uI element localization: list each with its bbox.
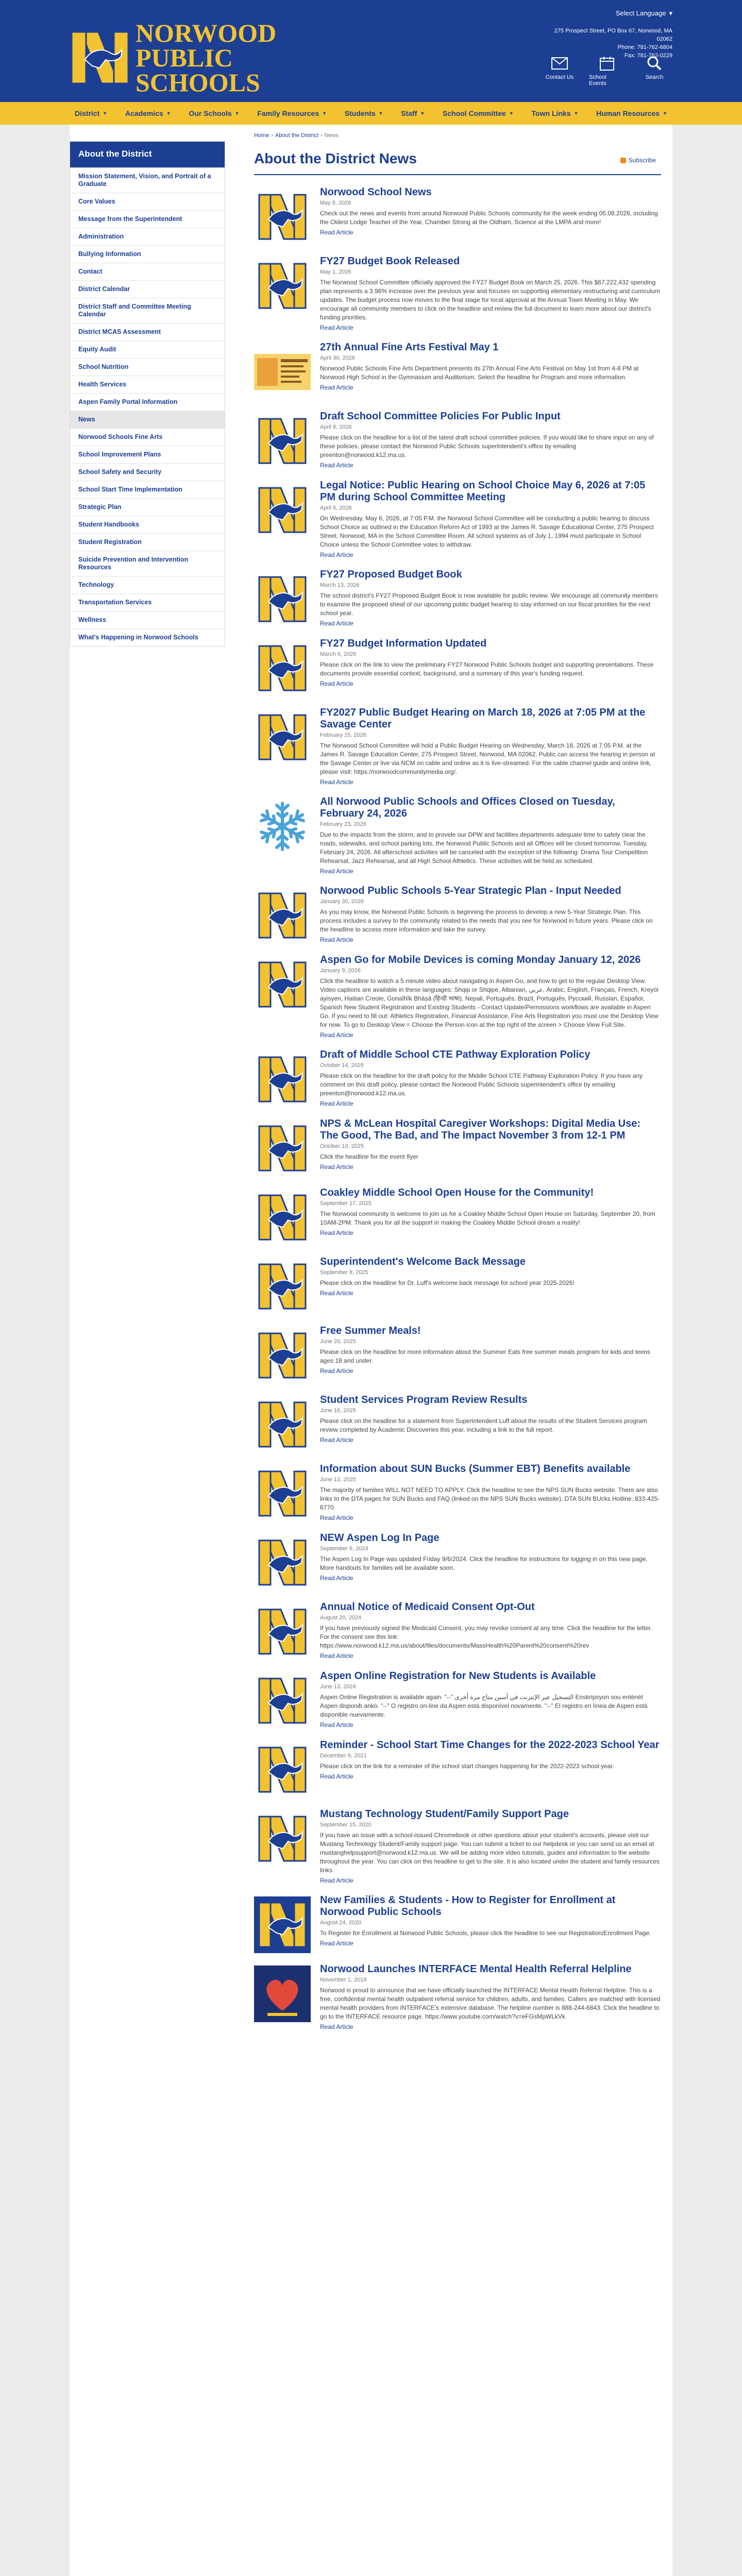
sidebar-item-technology[interactable]: Technology (70, 576, 225, 594)
sidebar-item-aspen-family-portal-information[interactable]: Aspen Family Portal Information (70, 393, 225, 411)
nav-item-district[interactable] (75, 109, 107, 117)
sidebar-item-news[interactable]: News (70, 411, 225, 428)
news-item (254, 1963, 661, 2030)
school-name-line1: NORWOOD (136, 19, 277, 47)
read-article-link[interactable]: Read Article (320, 1721, 353, 1728)
sidebar-item-equity-audit[interactable]: Equity Audit (70, 341, 225, 358)
news-thumbnail-logo-icon[interactable] (254, 640, 311, 697)
news-body (320, 1187, 661, 1246)
news-body (320, 1049, 661, 1108)
news-item (254, 707, 661, 786)
read-article-link[interactable]: Read Article (320, 778, 353, 786)
news-title-link[interactable]: Aspen Go for Mobile Devices is coming Monday January 12, 2026 (320, 954, 641, 965)
read-article-link[interactable]: Read Article (320, 1514, 353, 1521)
news-body (320, 1808, 661, 1884)
sidebar-item-core-values[interactable]: Core Values (70, 193, 225, 210)
sidebar-item-school-improvement-plans[interactable]: School Improvement Plans (70, 446, 225, 463)
news-title-link[interactable]: Student Services Program Review Results (320, 1394, 528, 1405)
read-article-link[interactable]: Read Article (320, 868, 353, 875)
chevron-down-icon: ▾ (669, 9, 672, 17)
sidebar-item-contact[interactable]: Contact (70, 263, 225, 280)
nav-item-label: Our Schools (189, 109, 232, 117)
sidebar-item-student-registration[interactable]: Student Registration (70, 533, 225, 551)
news-body (320, 411, 661, 469)
news-title-link[interactable]: FY27 Proposed Budget Book (320, 569, 462, 580)
nav-item-label: Staff (401, 109, 417, 117)
chevron-down-icon: ▼ (103, 111, 108, 116)
news-body (320, 1894, 661, 1953)
nav-item-our-schools[interactable] (189, 109, 239, 117)
sidebar-item-administration[interactable]: Administration (70, 228, 225, 245)
sidebar-item-district-staff-and-committee-meeting-calendar[interactable]: District Staff and Committee Meeting Calendar (70, 298, 225, 323)
news-thumbnail-logo-icon[interactable] (254, 1051, 311, 1108)
news-item (254, 1394, 661, 1453)
mustang-logo-icon (70, 30, 130, 86)
sidebar-item-school-safety-and-security[interactable]: School Safety and Security (70, 463, 225, 481)
read-article-link[interactable]: Read Article (320, 1031, 353, 1039)
news-body (320, 885, 661, 944)
news-thumbnail-logo-icon[interactable] (254, 1189, 311, 1246)
mail-icon (551, 55, 568, 72)
news-title-link[interactable]: FY2027 Public Budget Hearing on March 18, 2026 at 7:05 PM at the Savage Center (320, 707, 646, 730)
news-item (254, 1049, 661, 1108)
school-name-line3: SCHOOLS (136, 68, 260, 97)
sidebar-title: About the District (70, 142, 225, 167)
news-summary: Due to the impacts from the storm, and to provide our DPW and facilities departments adequate time to safely clear the roads, sidewalks, and school parking lots, the Norwood Public Schools and all Offices will be closed tomorrow, Tuesday, February 24, 2026. All afterschool activities will be canceled with the exception of the following: Drama Tour Competition Rehearsal, Jazz Rehearsal, and all High School Athletics. These activities will be held as scheduled. (320, 831, 648, 865)
news-item (254, 1325, 661, 1384)
school-name-line2: PUBLIC (136, 43, 233, 72)
news-date: September 6, 2024 (320, 1546, 368, 1552)
chevron-down-icon: ▼ (663, 111, 667, 116)
read-article-link[interactable]: Read Article (320, 1100, 353, 1107)
nav-item-school-committee[interactable] (443, 109, 514, 117)
breadcrumb-separator: › (320, 132, 323, 139)
breadcrumb-home[interactable]: Home (254, 132, 269, 139)
news-item (254, 1187, 661, 1246)
news-date: January 30, 2026 (320, 899, 364, 905)
page-content (70, 125, 672, 2576)
news-summary: Please click on the headline for a list of the latest draft school committee policies. If you would like to share input on any of these policies, please contact the Norwood Public Schools superintendent's office by emailing preenton@norwood.k12.ma.us. (320, 434, 654, 459)
news-body (320, 638, 661, 697)
news-date: August 24, 2020 (320, 1920, 362, 1926)
read-article-link[interactable]: Read Article (320, 1877, 353, 1884)
breadcrumb-current: News (324, 132, 339, 139)
news-body (320, 1963, 661, 2030)
news-body (320, 1256, 661, 1315)
news-date: November 1, 2019 (320, 1977, 367, 1983)
contact-us-link[interactable] (542, 55, 578, 87)
news-thumbnail-logo-icon[interactable] (254, 709, 311, 766)
news-thumbnail-logo-icon[interactable] (254, 1603, 311, 1660)
search-label: Search (645, 74, 664, 80)
site-logo[interactable] (70, 21, 276, 95)
news-body (320, 796, 661, 875)
news-summary: If you have previously signed the Medicaid Consent, you may revoke consent at any time. Click the headline for the letter. For the consent see this link: https://www.norwood.k12.ma.us/about/files/documents/MassHealth%20Parent%20consent%20rev (320, 1624, 652, 1649)
news-title-link[interactable]: 27th Annual Fine Arts Festival May 1 (320, 342, 499, 353)
sidebar-item-norwood-schools-fine-arts[interactable]: Norwood Schools Fine Arts (70, 428, 225, 446)
read-article-link[interactable]: Read Article (320, 1367, 353, 1375)
nav-item-label: School Committee (443, 109, 506, 117)
main-content (254, 150, 661, 2041)
read-article-link[interactable]: Read Article (320, 936, 353, 943)
nav-item-academics[interactable] (125, 109, 171, 117)
news-item (254, 638, 661, 697)
breadcrumb-separator: › (271, 132, 274, 139)
chevron-down-icon: ▼ (420, 111, 425, 116)
sidebar-item-message-from-the-superintendent[interactable]: Message from the Superintendent (70, 210, 225, 228)
read-article-link[interactable]: Read Article (320, 1229, 353, 1236)
news-body (320, 1463, 661, 1522)
read-article-link[interactable]: Read Article (320, 1773, 353, 1780)
news-thumbnail-heart-icon[interactable] (254, 1965, 311, 2022)
news-thumbnail-logo-icon[interactable] (254, 1741, 311, 1798)
select-language-label: Select Language (615, 9, 666, 17)
site-header (0, 0, 742, 102)
news-title-link[interactable]: Information about SUN Bucks (Summer EBT) Benefits available (320, 1463, 631, 1475)
news-summary: The majority of families WILL NOT NEED TO APPLY. Click the headline to see the NPS SUN Bucks website. There are also links to the DTA pages for SUN Bucks and FAQ (linked on the NPS SUN Bucks website). DTA SUN BUcks Hotline: 833-425-6770 (320, 1486, 660, 1511)
select-language-dropdown[interactable] (616, 9, 672, 18)
news-summary: Please click on the headline for more information about the Summer Eats free summer meals program for kids and teens ages 18 and under. (320, 1348, 650, 1364)
news-title-link[interactable]: Superintendent's Welcome Back Message (320, 1256, 526, 1267)
read-article-link[interactable]: Read Article (320, 1163, 353, 1171)
nav-item-label: Human Resources (596, 109, 660, 117)
news-summary: Norwood is proud to announce that we have officially launched the INTERFACE Mental Health Referral Helpline. This is a free, confidential mental health outpatient referral service for children, adults, and families. Callers are matched with licensed mental health providers from INTERFACE's extensive database. The helpline number is 888-244-6843. Click the headline to go to the INTERFACE resource page. https://www.youtube.com/watch?v=eFGsMpWLkVk (320, 1987, 661, 2020)
news-summary: Please click on the headline for the draft policy for the Middle School CTE Pathway Exploration Policy. If you have any comment on this draft policy, please contact the Norwood Public Schools superintendent's office by emailing preenton@norwood.k12.ma.us. (320, 1072, 643, 1097)
nav-item-students[interactable] (345, 109, 383, 117)
news-summary: As you may know, the Norwood Public Schools is beginning the process to develop a new 5-Year Strategic Plan. This process includes a survey to the community related to the needs that you see for Norwood in future years. Please click on the headline to access more information and take the survey. (320, 908, 653, 933)
news-item (254, 1739, 661, 1798)
news-title-link[interactable]: All Norwood Public Schools and Offices Closed on Tuesday, February 24, 2026 (320, 796, 615, 819)
news-summary: Please click on the link to view the preliminary FY27 Norwood Public Schools budget and supporting presentations. These documents provide essential context, background, and a summary of this year's funding request. (320, 661, 654, 677)
news-item (254, 954, 661, 1039)
news-thumbnail-flyer-icon[interactable] (254, 344, 311, 400)
news-item (254, 480, 661, 558)
news-item (254, 342, 661, 400)
news-title-link[interactable]: NPS & McLean Hospital Caregiver Workshops: Digital Media Use: The Good, The Bad, and The Impact November 3 from 12-1 PM (320, 1118, 640, 1141)
news-date: August 20, 2024 (320, 1615, 362, 1621)
news-title-link[interactable]: Mustang Technology Student/Family Support Page (320, 1808, 569, 1820)
nav-item-staff[interactable] (401, 109, 425, 117)
news-thumbnail-logo-icon[interactable] (254, 189, 311, 245)
news-thumbnail-snowflake-icon[interactable] (254, 798, 311, 855)
chevron-down-icon: ▼ (378, 111, 383, 116)
news-summary: Please click on the headline for Dr. Luff's welcome back message for school year 2025-2026! (320, 1279, 575, 1286)
school-events-label: School Events (589, 74, 606, 87)
news-list (254, 187, 661, 2030)
sidebar-item-district-mcas-assessment[interactable]: District MCAS Assessment (70, 323, 225, 341)
news-date: October 10, 2025 (320, 1143, 364, 1149)
news-body (320, 256, 661, 331)
news-body (320, 1670, 661, 1729)
address-line: 275 Prospect Street, PO Box 67, Norwood, MA 02062 (554, 28, 672, 42)
news-summary: The Norwood community is welcome to join us for a Coakley Middle School Open House on Saturday, September 20, from 10AM-2PM. Thank you for all the support in making the Coakley Middle School dream a reality! (320, 1210, 655, 1226)
sidebar-item-mission-statement-vision-and-portrait-of-a-graduate[interactable]: Mission Statement, Vision, and Portrait of a Graduate (70, 167, 225, 193)
news-summary: Please click on the link for a reminder of the school start changes happening for the 2022-2023 school year. (320, 1762, 615, 1770)
news-date: June 16, 2025 (320, 1408, 356, 1414)
read-article-link[interactable]: Read Article (320, 384, 353, 391)
subscribe-label: Subscribe (628, 157, 656, 164)
news-date: April 8, 2026 (320, 424, 352, 430)
news-date: October 14, 2025 (320, 1062, 364, 1069)
news-body (320, 1532, 661, 1591)
sidebar-item-school-nutrition[interactable]: School Nutrition (70, 358, 225, 376)
news-body (320, 1118, 661, 1177)
read-article-link[interactable]: Read Article (320, 229, 353, 236)
news-item (254, 411, 661, 469)
utility-links (542, 55, 672, 87)
news-summary: If you have an issue with a school-issued Chromebook or other questions about your student's accounts, please visit our Mustang Technology Student/Family support page. You can submit a ticket to our helpdesk or you can send us an email at mustanghelpsupport@norwood.k12.ma.us. We will be adding more video tutorials, guides and information to the website throughout the year. You can click on this headline to get to the site. It is also located under the student and family resources links. (320, 1832, 660, 1874)
main-navigation (0, 102, 742, 125)
calendar-icon (600, 55, 614, 72)
news-title-link[interactable]: New Families & Students - How to Register for Enrollment at Norwood Public Schools (320, 1894, 616, 1918)
news-body (320, 707, 661, 786)
title-divider (254, 174, 661, 175)
news-thumbnail-logo-icon[interactable] (254, 1258, 311, 1315)
news-title-link[interactable]: Norwood Public Schools 5-Year Strategic Plan - Input Needed (320, 885, 621, 896)
read-article-link[interactable]: Read Article (320, 462, 353, 469)
news-date: September 17, 2025 (320, 1200, 372, 1207)
news-item (254, 796, 661, 875)
news-thumbnail-logo-icon[interactable] (254, 1120, 311, 1177)
news-thumbnail-logo-square-icon[interactable] (254, 1896, 311, 1953)
news-date: September 15, 2020 (320, 1822, 372, 1828)
sidebar-item-bullying-information[interactable]: Bullying Information (70, 245, 225, 263)
news-item (254, 1463, 661, 1522)
news-date: March 13, 2026 (320, 582, 360, 588)
nav-item-label: District (75, 109, 100, 117)
news-body (320, 1325, 661, 1384)
page-title: About the District News (254, 150, 417, 166)
news-title-link[interactable]: FY27 Budget Book Released (320, 256, 460, 267)
contact-us-label: Contact Us (545, 74, 574, 80)
news-item (254, 1808, 661, 1884)
sidebar-item-wellness[interactable]: Wellness (70, 611, 225, 629)
read-article-link[interactable]: Read Article (320, 324, 353, 331)
news-thumbnail-logo-icon[interactable] (254, 956, 311, 1013)
news-summary: The Norwood School Committee officially approved the FY27 Budget Book on March 25, 2026. This $67,222,432 spending plan represents a 3.96% increase over the previous year and focuses on supporting elementary restructuring and curriculum updates. The budget process now moves to the final stage for local approval at the Annual Town Meeting in May. We encourage all community members to click on the headline and review the full document to learn more about our district's funding priorities. (320, 279, 660, 321)
news-title-link[interactable]: Norwood Launches INTERFACE Mental Health Referral Helpline (320, 1963, 632, 1975)
news-body (320, 480, 661, 558)
chevron-down-icon: ▼ (322, 111, 327, 116)
news-thumbnail-logo-icon[interactable] (254, 1810, 311, 1867)
news-thumbnail-logo-icon[interactable] (254, 887, 311, 944)
news-summary: Aspen Online Registration is available again. "--" التسجيل عبر الإنترنت في أسبن متاح مرة أخرى Enskripsyon sou entènèt Aspen disponib ankò. "--" O registro on-line da Aspen está disponível novamente. "--" El registro en línea de Aspen está disponible nuevamente. (320, 1693, 648, 1718)
news-summary: Click the headline for the event flyer (320, 1153, 418, 1160)
news-summary: Check out the news and events from around Norwood Public Schools community for the week ending 05.08.2026, including the Oldest Lodge Teacher of the Year, Chamber Strong at the Oldham, Science at the LMPA and more! (320, 210, 658, 226)
news-item (254, 1601, 661, 1660)
news-summary: On Wednesday, May 6, 2026, at 7:05 P.M. the Norwood School Committee will be conducting a public hearing to discuss School Choice as outlined in the Education Reform Act of 1993 at the James R. Savage Educational Center, 275 Prospect Street, Norwood, MA in the School Committee Room. All school systems as of July 1, 1994 must participate in School Choice unless the School Committee votes to withdraw. (320, 515, 654, 548)
news-date: April 6, 2026 (320, 505, 352, 511)
news-thumbnail-logo-icon[interactable] (254, 1396, 311, 1453)
news-body (320, 569, 661, 628)
nav-item-town-links[interactable] (532, 109, 579, 117)
news-title-link[interactable]: Free Summer Meals! (320, 1325, 421, 1336)
news-date: June 13, 2024 (320, 1684, 356, 1690)
school-events-link[interactable] (589, 55, 625, 87)
news-thumbnail-logo-icon[interactable] (254, 1327, 311, 1384)
news-title-link[interactable]: Legal Notice: Public Hearing on School Choice May 6, 2026 at 7:05 PM during School Committee Meeting (320, 480, 646, 503)
news-title-link[interactable]: Draft of Middle School CTE Pathway Exploration Policy (320, 1049, 591, 1060)
news-title-link[interactable]: Reminder - School Start Time Changes for the 2022-2023 School Year (320, 1739, 660, 1751)
read-article-link[interactable]: Read Article (320, 551, 353, 558)
news-title-link[interactable]: Coakley Middle School Open House for the Community! (320, 1187, 594, 1198)
search-link[interactable] (636, 55, 672, 87)
news-date: April 30, 2026 (320, 355, 355, 361)
news-body (320, 342, 661, 400)
news-title-link[interactable]: NEW Aspen Log In Page (320, 1532, 440, 1544)
sidebar-item-what-s-happening-in-norwood-schools[interactable]: What's Happening in Norwood Schools (70, 629, 225, 646)
news-title-link[interactable]: FY27 Budget Information Updated (320, 638, 487, 649)
news-title-link[interactable]: Draft School Committee Policies For Public Input (320, 411, 561, 422)
chevron-down-icon: ▼ (574, 111, 579, 116)
news-thumbnail-logo-icon[interactable] (254, 1534, 311, 1591)
breadcrumb (254, 132, 339, 139)
news-item (254, 1894, 661, 1953)
nav-item-label: Town Links (531, 109, 571, 117)
chevron-down-icon: ▼ (166, 111, 171, 116)
news-body (320, 1601, 661, 1660)
news-body (320, 187, 661, 245)
news-summary: The school district's FY27 Proposed Budget Book is now available for public review. We encourage all community members to examine the proposed sheaf of our upcoming public budget hearing to stay informed on our fiscal priorities for the next school year. (320, 592, 658, 617)
read-article-link[interactable]: Read Article (320, 1940, 353, 1947)
news-item (254, 885, 661, 944)
news-item (254, 1532, 661, 1591)
sidebar-item-health-services[interactable]: Health Services (70, 376, 225, 393)
news-date: June 13, 2025 (320, 1477, 356, 1483)
news-date: May 8, 2026 (320, 200, 351, 206)
search-icon (647, 55, 662, 72)
read-article-link[interactable]: Read Article (320, 1574, 353, 1582)
fax-line: Fax: 781-762-0229 (625, 53, 672, 59)
news-thumbnail-logo-icon[interactable] (254, 1465, 311, 1522)
read-article-link[interactable]: Read Article (320, 620, 353, 627)
chevron-down-icon: ▼ (509, 111, 514, 116)
news-body (320, 954, 661, 1039)
news-date: June 20, 2025 (320, 1338, 356, 1345)
news-body (320, 1394, 661, 1453)
read-article-link[interactable]: Read Article (320, 2023, 353, 2030)
rss-icon (620, 158, 626, 163)
news-thumbnail-logo-icon[interactable] (254, 571, 311, 628)
news-item (254, 569, 661, 628)
news-summary: Click the headline to watch a 5 minute video about navigating in Aspen Go, and how to get to the regular Desktop View. Video captions are available in these languages: Shqip or Shqipe, Albanian, عربي, Arabic, English, Français, French, Kreyòl ayisyen, Haitian Creole, Gonaĩhĩk Bhāṣā (हिन्दी भाषा), Nepali, Português, Brazil, Português, Pyccкий, Russian, Español, Spanish New Student Registration and Existing Students - Contact Update/Permissions workflows are available in Aspen Go. If you need to fill out: Athletics Registration, Financial Assistance, Fine Arts Registration you must use the Desktop View for now. To go to Desktop View = Choose the Person icon at the top right of the screen > Choose View Full Site. (320, 977, 659, 1028)
news-body (320, 1739, 661, 1798)
sidebar-item-strategic-plan[interactable]: Strategic Plan (70, 498, 225, 516)
nav-item-label: Family Resources (257, 109, 319, 117)
subscribe-link[interactable] (620, 157, 656, 164)
news-thumbnail-logo-icon[interactable] (254, 413, 311, 469)
nav-item-family-resources[interactable] (257, 109, 327, 117)
news-date: March 6, 2026 (320, 651, 357, 657)
news-summary: The Aspen Log In Page was updated Friday 9/6/2024. Click the headline for instructions for logging in on this new page. More handouts for families will be available soon. (320, 1555, 648, 1571)
news-title-link[interactable]: Aspen Online Registration for New Students is Available (320, 1670, 596, 1682)
news-item (254, 256, 661, 331)
sidebar-item-school-start-time-implementation[interactable]: School Start Time Implementation (70, 481, 225, 498)
news-date: February 23, 2026 (320, 821, 366, 827)
news-thumbnail-logo-icon[interactable] (254, 258, 311, 314)
sidebar (70, 141, 225, 647)
sidebar-item-suicide-prevention-and-intervention-resources[interactable]: Suicide Prevention and Intervention Resources (70, 551, 225, 576)
nav-item-human-resources[interactable] (596, 109, 667, 117)
sidebar-item-student-handbooks[interactable]: Student Handbooks (70, 516, 225, 533)
news-summary: Norwood Public Schools Fine Arts Department presents its 27th Annual Fine Arts Festival on May 1st from 4-8 PM at Norwood High School in the Gymnasium and Auditorium. Select the headline for Program and more information. (320, 365, 639, 381)
breadcrumb-about[interactable]: About the District (275, 132, 318, 139)
news-item (254, 1118, 661, 1177)
read-article-link[interactable]: Read Article (320, 1290, 353, 1297)
news-item (254, 1670, 661, 1729)
chevron-down-icon: ▼ (234, 111, 240, 116)
news-date: December 9, 2021 (320, 1753, 367, 1759)
news-item (254, 1256, 661, 1315)
phone-line: Phone: 781-762-6804 (617, 44, 672, 50)
nav-item-label: Students (344, 109, 376, 117)
news-summary: The Norwood School Committee will hold a Public Budget Hearing on Wednesday, March 18, 2026 at 7:05 P.M. at the James R. Savage Education Center, 275 Prospect Street, Norwood, MA 02062. Public can access the hearing in person at the Savage Center or live via NCM on cable and online as it is live-streamed. For the cable channel guide and online link, please visit: https://norwoodcommunitymedia.org/. (320, 742, 655, 775)
news-summary: Please click on the headline for a statement from Superintendent Luff about the results of the Student Services program review completed by Academic Discoveries this year, including a link to the full report. (320, 1417, 647, 1433)
sidebar-item-transportation-services[interactable]: Transportation Services (70, 594, 225, 611)
read-article-link[interactable]: Read Article (320, 1652, 353, 1659)
news-date: January 9, 2026 (320, 968, 361, 974)
news-thumbnail-logo-icon[interactable] (254, 482, 311, 538)
nav-item-label: Academics (125, 109, 163, 117)
news-title-link[interactable]: Annual Notice of Medicaid Consent Opt-Out (320, 1601, 535, 1613)
news-date: May 1, 2026 (320, 269, 351, 275)
sidebar-item-district-calendar[interactable]: District Calendar (70, 280, 225, 298)
news-date: September 8, 2025 (320, 1269, 368, 1276)
news-thumbnail-logo-icon[interactable] (254, 1672, 311, 1729)
news-item (254, 187, 661, 245)
read-article-link[interactable]: Read Article (320, 1436, 353, 1444)
news-title-link[interactable]: Norwood School News (320, 187, 432, 198)
news-date: February 25, 2026 (320, 732, 366, 738)
news-summary: To Register for Enrollment at Norwood Public Schools, please click the headline to see our Registration/Enrollment Page. (320, 1929, 651, 1937)
read-article-link[interactable]: Read Article (320, 680, 353, 687)
